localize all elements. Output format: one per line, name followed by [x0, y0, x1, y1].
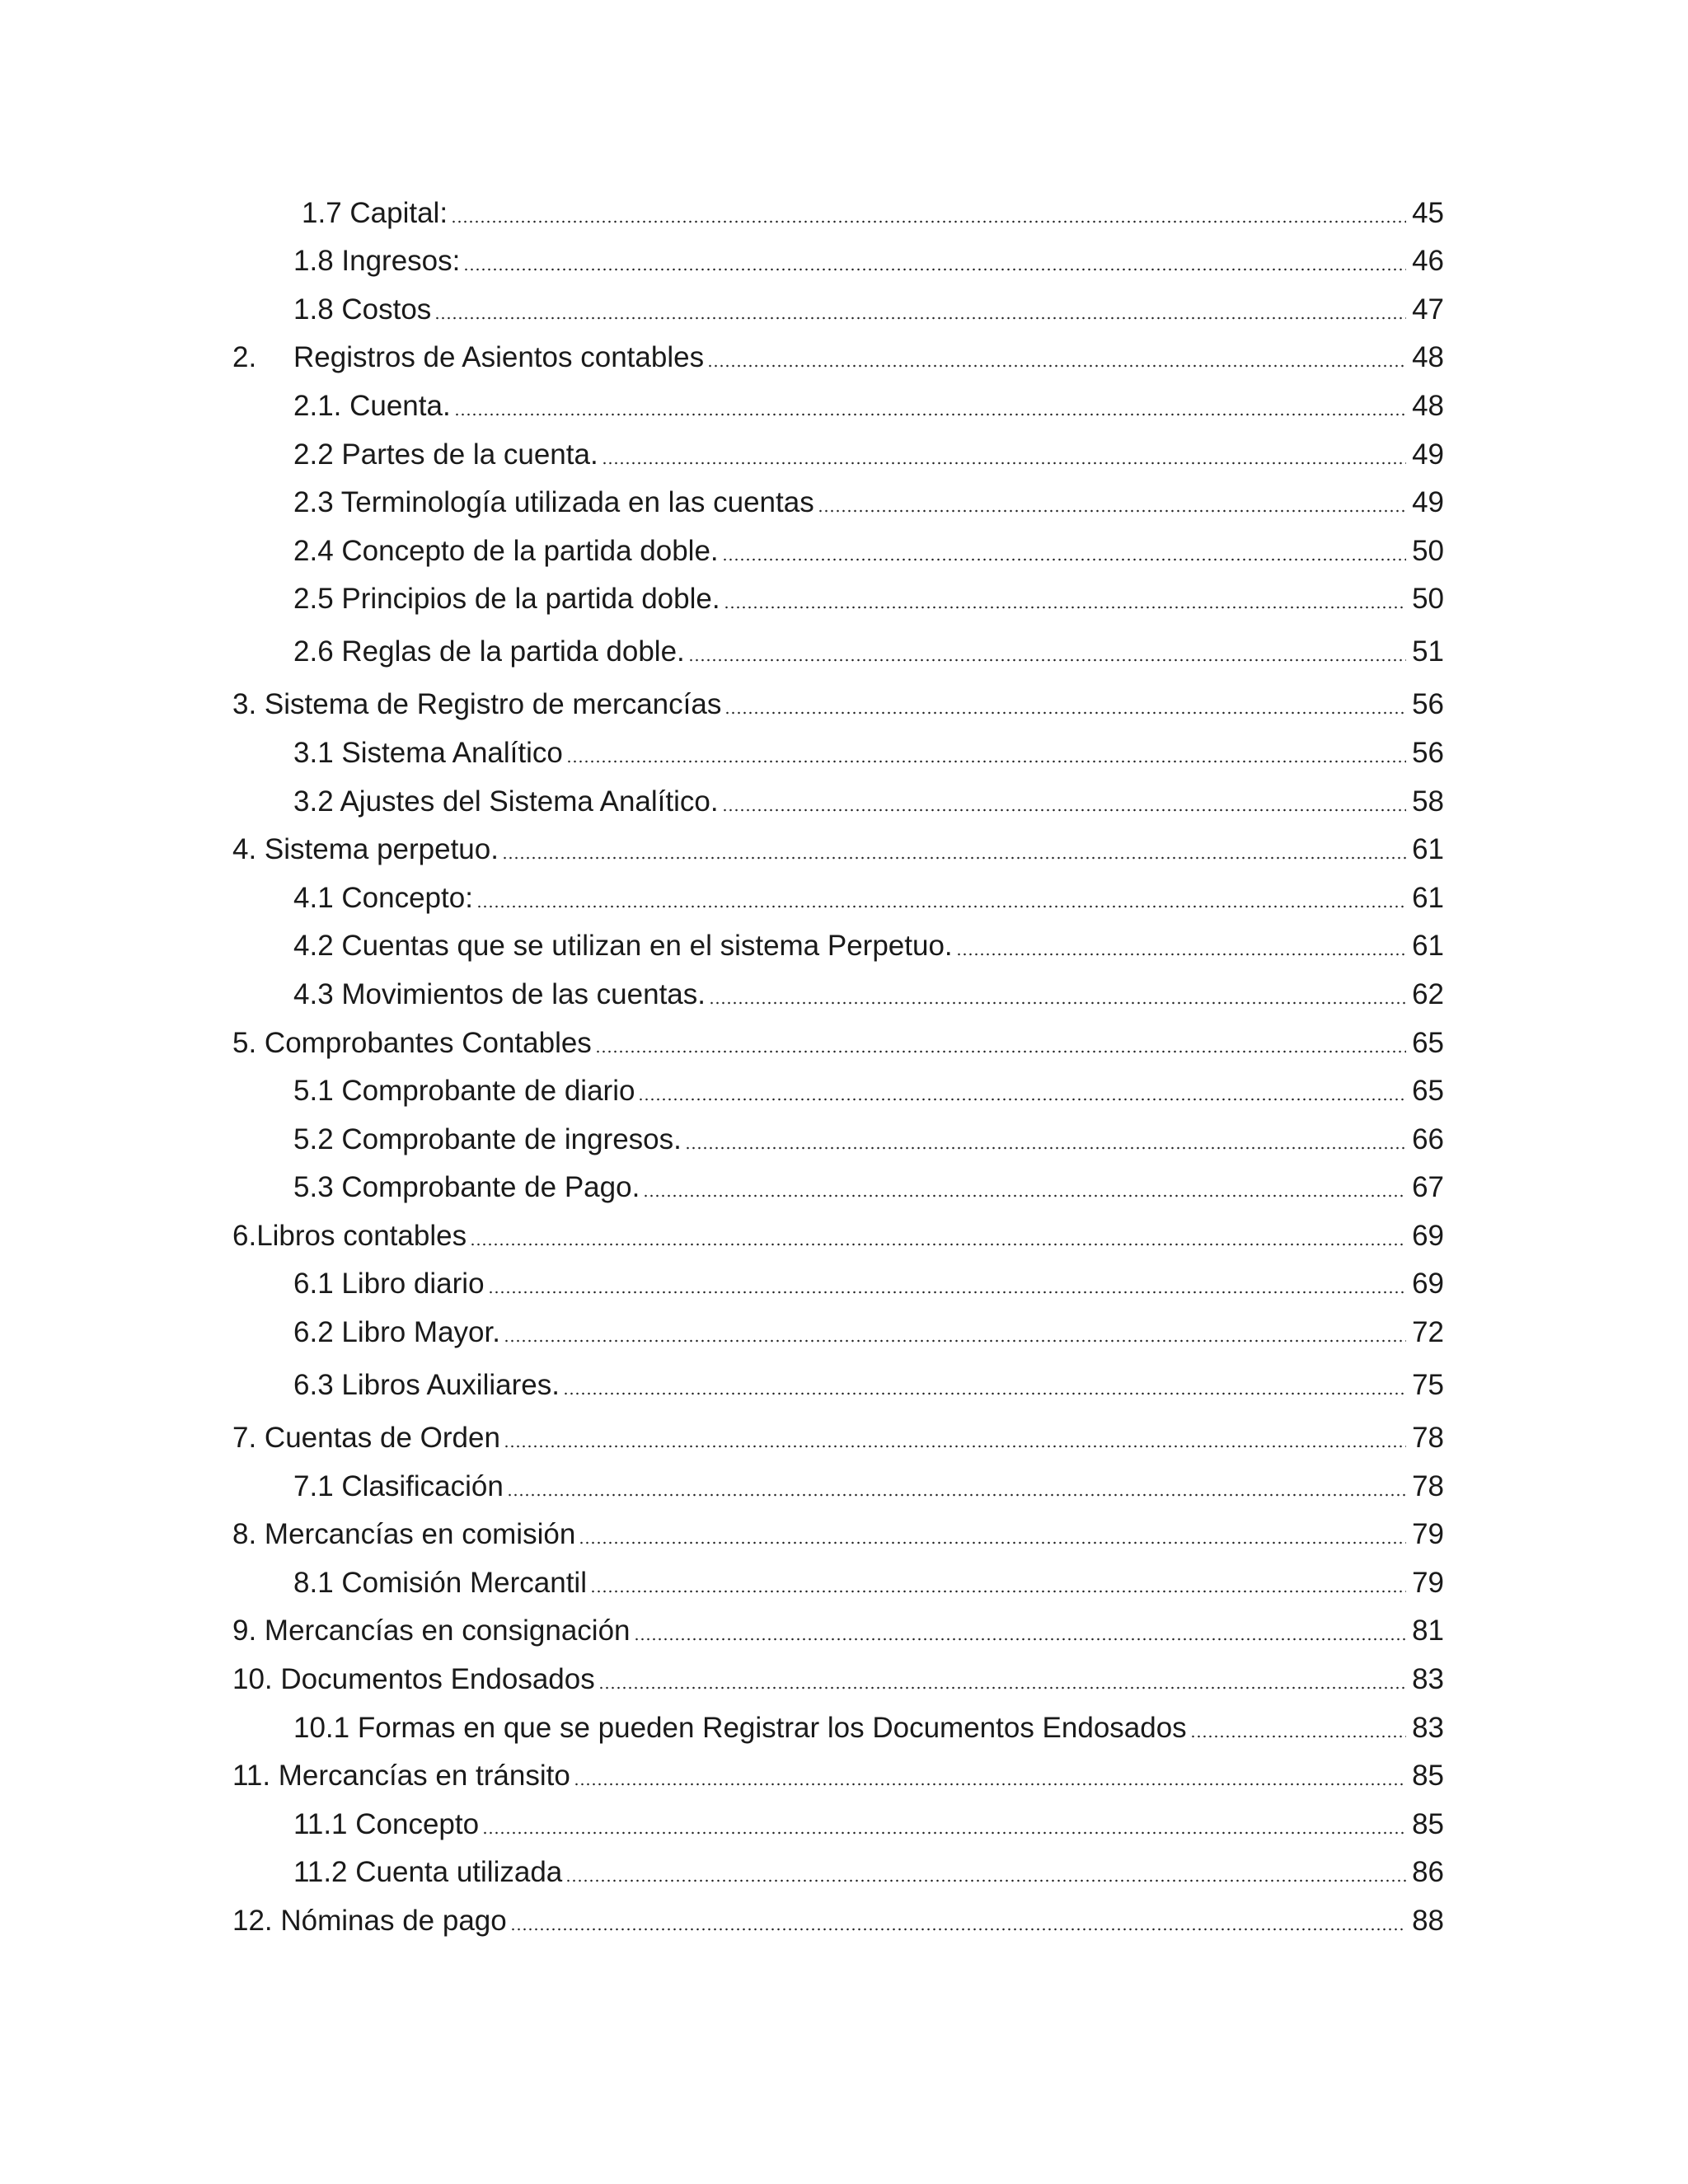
toc-entry-title: 12. Nóminas de pago — [232, 1905, 507, 1937]
dot-leader — [598, 1685, 1406, 1690]
toc-entry[interactable] — [232, 378, 1444, 427]
toc-entry-page-number: 49 — [1412, 438, 1444, 471]
toc-entry-page-number: 51 — [1412, 635, 1444, 668]
toc-entry-page-number: 46 — [1412, 245, 1444, 278]
dot-leader — [638, 1097, 1406, 1102]
toc-entry-page-number: 72 — [1412, 1316, 1444, 1349]
toc-entry-number: 2. — [232, 341, 257, 374]
toc-entry-page-number: 62 — [1412, 977, 1444, 1010]
toc-entry-title: 2.3 Terminología utilizada en las cuentas — [293, 486, 814, 519]
toc-entry[interactable] — [232, 1208, 1444, 1257]
toc-entry[interactable] — [232, 1353, 1444, 1406]
toc-entry-page-number: 48 — [1412, 341, 1444, 374]
toc-entry-page-number: 75 — [1412, 1369, 1444, 1402]
toc-entry-page-number: 56 — [1412, 688, 1444, 721]
toc-entry-page-number: 48 — [1412, 389, 1444, 422]
toc-entry-title: 3.2 Ajustes del Sistema Analítico. — [293, 785, 719, 818]
toc-entry-title: 10. Documentos Endosados — [232, 1663, 595, 1696]
toc-entry-title: 5.1 Comprobante de diario — [293, 1075, 635, 1108]
toc-entry-page-number: 66 — [1412, 1122, 1444, 1155]
toc-entry[interactable] — [232, 1459, 1444, 1507]
toc-entry-title: 7. Cuentas de Orden — [232, 1422, 500, 1455]
toc-entry[interactable] — [232, 1797, 1444, 1845]
toc-entry[interactable] — [232, 1305, 1444, 1353]
toc-entry[interactable] — [232, 1160, 1444, 1209]
toc-entry-page-number: 78 — [1412, 1422, 1444, 1455]
toc-entry-page-number: 69 — [1412, 1268, 1444, 1301]
toc-entry-page-number: 85 — [1412, 1807, 1444, 1840]
toc-entry-page-number: 85 — [1412, 1760, 1444, 1793]
toc-entry-title: 1.8 Ingresos: — [293, 245, 461, 278]
toc-entry-page-number: 83 — [1412, 1711, 1444, 1744]
toc-entry[interactable] — [232, 774, 1444, 823]
toc-entry-title: 2.6 Reglas de la partida doble. — [293, 635, 685, 668]
toc-entry-page-number: 81 — [1412, 1615, 1444, 1647]
dot-leader — [454, 412, 1406, 417]
dot-leader — [595, 1049, 1406, 1054]
toc-entry-title: 5. Comprobantes Contables — [232, 1026, 592, 1059]
toc-entry-title: Registros de Asientos contables — [293, 341, 705, 374]
toc-entry[interactable] — [232, 1112, 1444, 1160]
dot-leader — [502, 855, 1406, 860]
toc-entry-page-number: 69 — [1412, 1219, 1444, 1252]
dot-leader — [451, 219, 1406, 224]
toc-entry-title: 10.1 Formas en que se pueden Registrar los Documentos Endosados — [293, 1711, 1187, 1744]
dot-leader — [488, 1290, 1406, 1295]
toc-entry-title: 2.2 Partes de la cuenta. — [293, 438, 598, 471]
toc-entry[interactable] — [232, 523, 1444, 572]
toc-entry[interactable] — [232, 1893, 1444, 1942]
toc-entry-title: 6.2 Libro Mayor. — [293, 1316, 500, 1349]
toc-entry[interactable] — [232, 1555, 1444, 1604]
toc-entry-title: 4.1 Concepto: — [293, 881, 473, 914]
dot-leader — [722, 808, 1406, 813]
toc-entry-title: 2.5 Principios de la partida doble. — [293, 583, 720, 616]
toc-entry-title: 1.7 Capital: — [302, 196, 448, 229]
toc-entry-page-number: 79 — [1412, 1566, 1444, 1599]
toc-entry-page-number: 47 — [1412, 293, 1444, 326]
dot-leader — [602, 461, 1406, 466]
toc-entry[interactable] — [232, 330, 1444, 379]
toc-entry-title: 6.Libros contables — [232, 1219, 467, 1252]
dot-leader — [724, 605, 1406, 610]
dot-leader — [643, 1193, 1406, 1198]
dot-leader — [565, 1878, 1406, 1883]
toc-entry[interactable] — [232, 427, 1444, 476]
toc-entry[interactable] — [232, 725, 1444, 774]
toc-entry-page-number: 78 — [1412, 1469, 1444, 1502]
dot-leader — [579, 1540, 1406, 1545]
dot-leader — [722, 557, 1406, 562]
toc-entry-page-number: 65 — [1412, 1026, 1444, 1059]
toc-entry[interactable] — [232, 870, 1444, 919]
toc-entry-page-number: 88 — [1412, 1905, 1444, 1937]
toc-entry[interactable] — [232, 1015, 1444, 1064]
toc-entry-page-number: 49 — [1412, 486, 1444, 519]
toc-entry[interactable] — [232, 282, 1444, 330]
toc-entry-title: 11.1 Concepto — [293, 1807, 480, 1840]
dot-leader — [504, 1338, 1406, 1343]
toc-entry[interactable] — [232, 919, 1444, 968]
toc-entry-title: 4. Sistema perpetuo. — [232, 833, 499, 866]
toc-entry[interactable] — [232, 572, 1444, 621]
toc-entry[interactable] — [232, 1257, 1444, 1305]
dot-leader — [563, 1391, 1406, 1396]
toc-entry[interactable] — [232, 673, 1444, 725]
toc-entry-title: 4.2 Cuentas que se utilizan en el sistema Perpetuo. — [293, 930, 953, 963]
toc-entry-title: 6.3 Libros Auxiliares. — [293, 1369, 560, 1402]
toc-entry[interactable] — [232, 967, 1444, 1015]
toc-entry[interactable] — [232, 476, 1444, 524]
toc-entry-title: 11. Mercancías en tránsito — [232, 1760, 570, 1793]
toc-entry-title: 8.1 Comisión Mercantil — [293, 1566, 587, 1599]
toc-entry-title: 8. Mercancías en comisión — [232, 1518, 576, 1551]
toc-entry-title: 2.4 Concepto de la partida doble. — [293, 534, 719, 567]
toc-entry-page-number: 61 — [1412, 833, 1444, 866]
dot-leader — [482, 1830, 1406, 1835]
toc-entry-page-number: 61 — [1412, 881, 1444, 914]
toc-entry[interactable] — [232, 823, 1444, 871]
dot-leader — [504, 1444, 1406, 1449]
dot-leader — [818, 509, 1406, 513]
toc-entry[interactable] — [232, 1406, 1444, 1459]
toc-entry-page-number: 56 — [1412, 736, 1444, 769]
toc-entry[interactable] — [232, 1604, 1444, 1652]
toc-entry-page-number: 50 — [1412, 583, 1444, 616]
dot-leader — [956, 952, 1406, 957]
table-of-contents — [232, 185, 1444, 1942]
toc-entry-title: 6.1 Libro diario — [293, 1268, 485, 1301]
toc-entry[interactable] — [232, 234, 1444, 283]
dot-leader — [634, 1637, 1407, 1642]
toc-entry-title: 4.3 Movimientos de las cuentas. — [293, 977, 706, 1010]
toc-entry-page-number: 61 — [1412, 930, 1444, 963]
toc-entry[interactable] — [232, 1507, 1444, 1556]
toc-entry-title: 11.2 Cuenta utilizada — [293, 1856, 563, 1889]
toc-entry-title: 9. Mercancías en consignación — [232, 1615, 631, 1647]
toc-entry[interactable] — [232, 1700, 1444, 1749]
dot-leader — [434, 316, 1406, 321]
toc-entry-title: 5.2 Comprobante de ingresos. — [293, 1122, 682, 1155]
dot-leader — [476, 904, 1406, 909]
toc-entry-title: 1.8 Costos — [293, 293, 432, 326]
dot-leader — [709, 1001, 1406, 1005]
toc-entry[interactable] — [232, 1652, 1444, 1700]
dot-leader — [688, 658, 1406, 663]
toc-entry-title: 7.1 Clasificación — [293, 1469, 504, 1502]
toc-entry-title: 2.1. Cuenta. — [293, 389, 451, 422]
toc-entry-title: 5.3 Comprobante de Pago. — [293, 1171, 640, 1204]
dot-leader — [685, 1146, 1406, 1151]
toc-entry-title: 3.1 Sistema Analítico — [293, 736, 563, 769]
toc-entry-page-number: 45 — [1412, 196, 1444, 229]
toc-entry-page-number: 86 — [1412, 1856, 1444, 1889]
toc-entry[interactable] — [232, 1845, 1444, 1894]
dot-leader — [510, 1927, 1406, 1932]
dot-leader — [507, 1493, 1406, 1497]
dot-leader — [470, 1242, 1406, 1247]
dot-leader — [1190, 1734, 1406, 1739]
toc-entry-page-number: 67 — [1412, 1171, 1444, 1204]
dot-leader — [566, 759, 1406, 764]
toc-entry-page-number: 50 — [1412, 534, 1444, 567]
toc-entry-title: 3. Sistema de Registro de mercancías — [232, 688, 722, 721]
dot-leader — [590, 1589, 1406, 1594]
dot-leader — [724, 710, 1406, 715]
dot-leader — [707, 363, 1406, 368]
toc-entry[interactable] — [232, 185, 1444, 234]
toc-entry[interactable] — [232, 1064, 1444, 1113]
toc-entry-page-number: 79 — [1412, 1518, 1444, 1551]
toc-entry[interactable] — [232, 1749, 1444, 1797]
dot-leader — [463, 267, 1406, 272]
toc-entry-page-number: 65 — [1412, 1075, 1444, 1108]
dot-leader — [574, 1782, 1406, 1787]
toc-entry[interactable] — [232, 620, 1444, 673]
toc-entry-page-number: 58 — [1412, 785, 1444, 818]
toc-entry-page-number: 83 — [1412, 1663, 1444, 1696]
